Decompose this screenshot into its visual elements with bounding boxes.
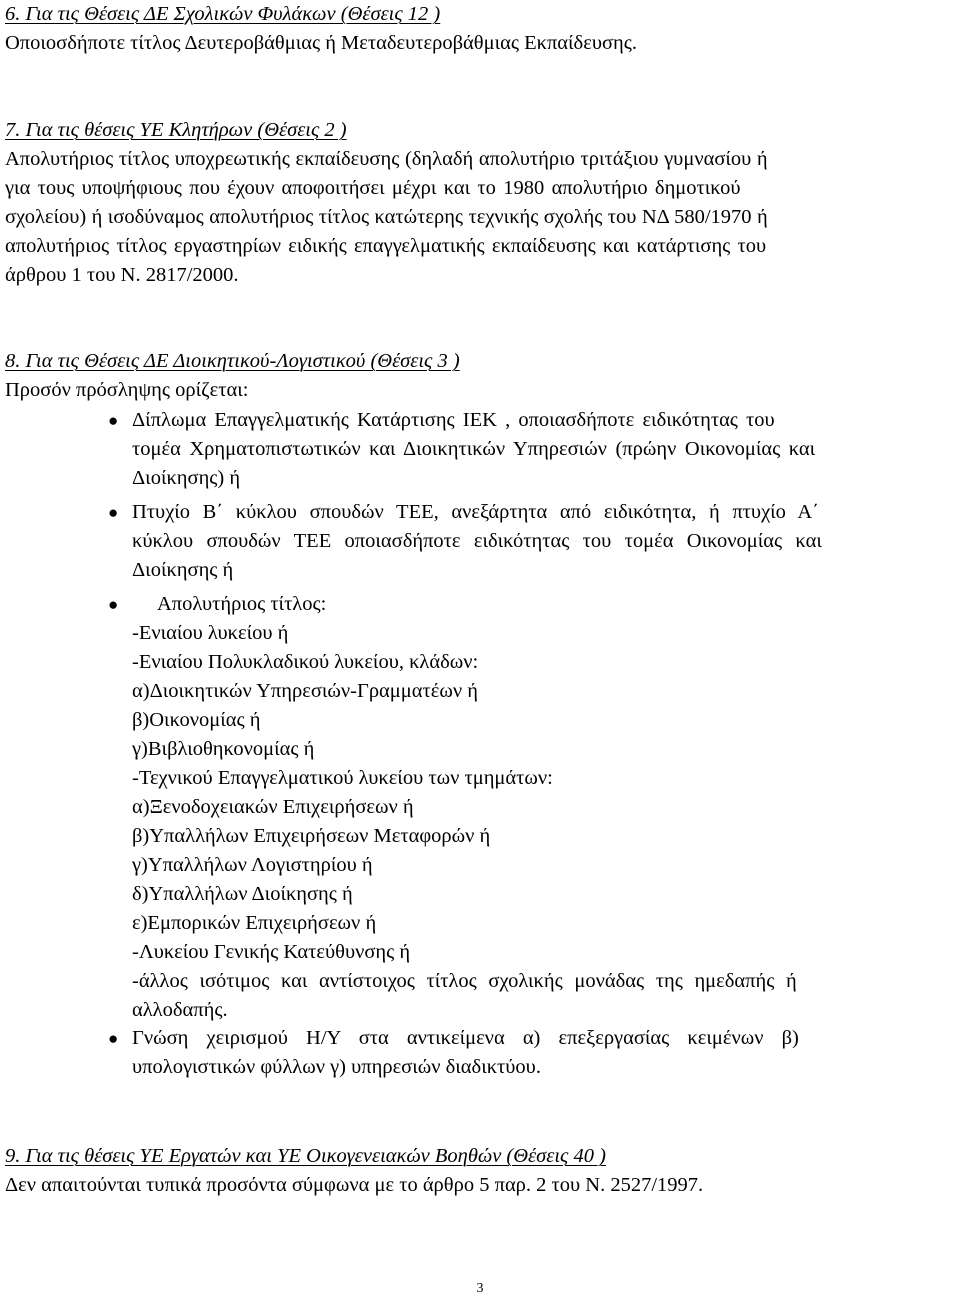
section-9-heading: 9. Για τις θέσεις ΥΕ Εργατών και ΥΕ Οικογενειακών Βοηθών (Θέσεις 40 )	[5, 1145, 606, 1167]
bullet-line: Πτυχίο Β΄ κύκλου σπουδών ΤΕΕ, ανεξάρτητα από ειδικότητα, ή πτυχίο Α΄	[132, 501, 820, 523]
page-number: 3	[476, 1281, 484, 1296]
bullet-line: αλλοδαπής.	[132, 999, 228, 1021]
bullet-icon: ●	[108, 411, 119, 430]
bullet-line: α)Ξενοδοχειακών Επιχειρήσεων ή	[132, 796, 414, 818]
bullet-item-diploma	[5, 406, 955, 435]
bullet-item-ptyxio	[5, 498, 955, 527]
bullet-line: γ)Υπαλλήλων Λογιστηρίου ή	[132, 854, 373, 876]
bullet-line: τομέα Χρηματοπιστωτικών και Διοικητικών Υπηρεσιών (πρώην Οικονομίας και	[132, 438, 816, 460]
section-7-heading: 7. Για τις θέσεις ΥΕ Κλητήρων (Θέσεις 2 )	[5, 119, 347, 141]
bullet-line: Διοίκησης ή	[132, 559, 234, 581]
section-9	[5, 1142, 955, 1200]
bullet-line: β)Οικονομίας ή	[132, 709, 261, 731]
bullet-item-apolytirios	[5, 590, 955, 619]
section-8-heading: 8. Για τις Θέσεις ΔΕ Διοικητικού-Λογιστικού (Θέσεις 3 )	[5, 350, 460, 372]
section-9-text: Δεν απαιτούνται τυπικά προσόντα σύμφωνα με το άρθρο 5 παρ. 2 του Ν. 2527/1997.	[5, 1174, 704, 1196]
bullet-line: -Λυκείου Γενικής Κατεύθυνσης ή	[132, 941, 411, 963]
bullet-line: ε)Εμπορικών Επιχειρήσεων ή	[132, 912, 377, 934]
bullet-line: Γνώση χειρισμού Η/Υ στα αντικείμενα α) επεξεργασίας κειμένων β)	[132, 1027, 799, 1049]
section-7-text-line: απολυτήριος τίτλος εργαστηρίων ειδικής επαγγελματικής εκπαίδευσης και κατάρτισης του	[5, 235, 767, 257]
section-6-text: Οποιοσδήποτε τίτλος Δευτεροβάθμιας ή Μεταδευτεροβάθμιας Εκπαίδευσης.	[5, 32, 637, 54]
bullet-icon: ●	[108, 503, 119, 522]
bullet-line: -Τεχνικού Επαγγελματικού λυκείου των τμημάτων:	[132, 767, 553, 789]
bullet-icon: ●	[108, 1029, 119, 1048]
bullet-line: α)Διοικητικών Υπηρεσιών-Γραμματέων ή	[132, 680, 478, 702]
bullet-item-diploma-continuation	[5, 435, 955, 493]
bullet-line: β)Υπαλλήλων Επιχειρήσεων Μεταφορών ή	[132, 825, 491, 847]
bullet-line: Διοίκησης) ή	[132, 467, 241, 489]
bullet-item-computer-skills-continuation	[5, 1053, 955, 1082]
section-7-text-line: για τους υποψήφιους που έχουν αποφοιτήσει μέχρι και το 1980 απολυτήριο δημοτικού	[5, 177, 741, 199]
section-8	[5, 347, 955, 405]
bullet-item-ptyxio-continuation	[5, 527, 955, 585]
bullet-line: Δίπλωμα Επαγγελματικής Κατάρτισης ΙΕΚ , οποιασδήποτε ειδικότητας του	[132, 409, 775, 431]
bullet-icon: ●	[108, 595, 119, 614]
section-7	[5, 116, 955, 290]
bullet-line: -Ενιαίου λυκείου ή	[132, 622, 289, 644]
bullet-line: δ)Υπαλλήλων Διοίκησης ή	[132, 883, 353, 905]
section-7-text-line: άρθρου 1 του Ν. 2817/2000.	[5, 264, 239, 286]
section-8-intro: Προσόν πρόσληψης ορίζεται:	[5, 379, 249, 401]
bullet-line: Απολυτήριος τίτλος:	[157, 593, 327, 615]
bullet-line: υπολογιστικών φύλλων γ) υπηρεσιών διαδικτύου.	[132, 1056, 541, 1078]
section-6	[5, 0, 955, 58]
bullet-line: -Ενιαίου Πολυκλαδικού λυκείου, κλάδων:	[132, 651, 479, 673]
section-6-heading: 6. Για τις Θέσεις ΔΕ Σχολικών Φυλάκων (Θέσεις 12 )	[5, 3, 441, 25]
bullet-line: -άλλος ισότιμος και αντίστοιχος τίτλος σχολικής μονάδας της ημεδαπής ή	[132, 970, 797, 992]
bullet-line: κύκλου σπουδών ΤΕΕ οποιασδήποτε ειδικότητας του τομέα Οικονομίας και	[132, 530, 822, 552]
bullet-item-computer-skills	[5, 1024, 955, 1053]
bullet-item-apolytirios-list	[5, 619, 955, 1025]
section-7-text-line: σχολείου) ή ισοδύναμος απολυτήριος τίτλος κατώτερης τεχνικής σχολής του ΝΔ 580/1970 ή	[5, 206, 768, 228]
section-7-text-line: Απολυτήριος τίτλος υποχρεωτικής εκπαίδευσης (δηλαδή απολυτήριο τριτάξιου γυμνασίου ή	[5, 148, 768, 170]
bullet-line: γ)Βιβλιοθηκονομίας ή	[132, 738, 315, 760]
